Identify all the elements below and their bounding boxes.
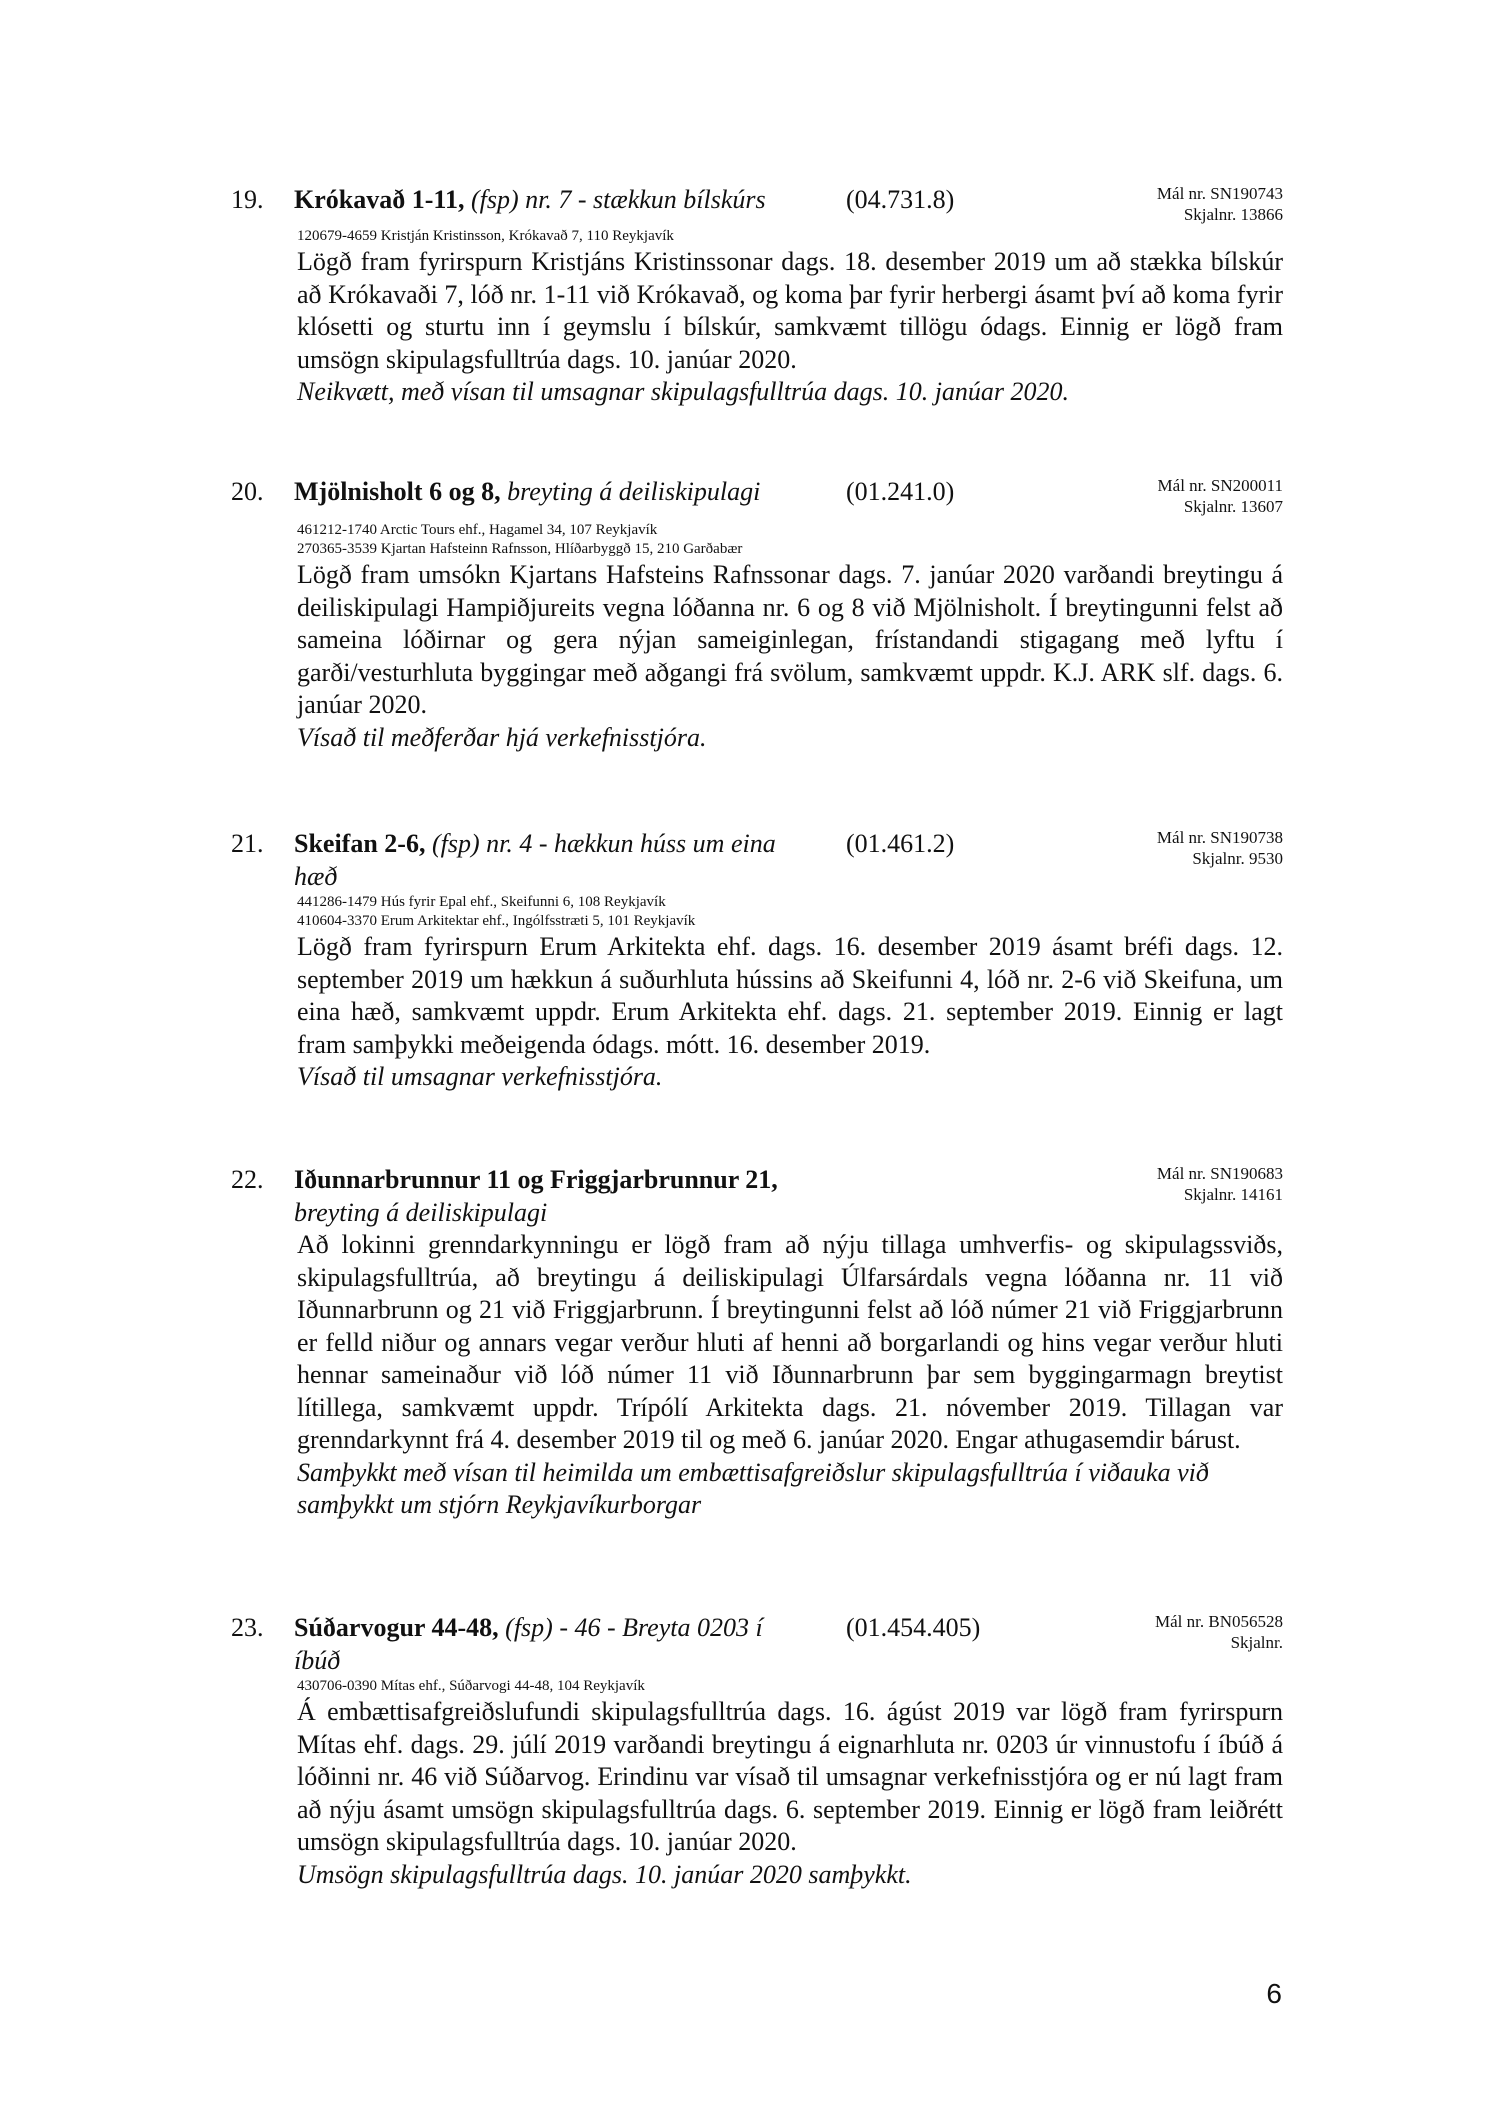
applicant: 410604-3370 Erum Arkitektar ehf., Ingólfsstræti 5, 101 Reykjavík [297,913,696,929]
item-title-italic: (fsp) nr. 4 - hækkun húss um eina hæð [294,829,776,891]
item-title [294,827,814,893]
item-number: 23. [231,1613,264,1642]
item-content [297,893,1283,1094]
item-reference [1155,1611,1283,1653]
skjal-number: Skjalnr. 9530 [1192,849,1283,868]
item-decision: Vísað til meðferðar hjá verkefnisstjóra. [297,722,707,752]
item-number: 19. [231,185,264,214]
item-body: Að lokinni grenndarkynningu er lögð fram að nýju tillaga umhverfis- og skipulagssviðs, skipulagsfulltrúa, að breytingu á deiliskipulagi Úlfarsárdals vegna lóðanna nr. 11 við Iðunnarbrunn og 21 við Friggjarbrunn. Í breytingunni felst að lóð númer 21 við Friggjarbrunn er felld niður og annars vegar verður hluti af henni að borgarlandi og hins vegar verður hluti hennar sameinaður við lóð númer 11 við Iðunnarbrunn þar sem byggingarmagn breytist lítillega, samkvæmt uppdr. Trípólí Arkitekta dags. 21. nóvember 2019. Tillagan var grenndarkynnt frá 4. desember 2019 til og með 6. janúar 2020. Engar athugasemdir bárust. [297,1230,1283,1454]
item-decision: Umsögn skipulagsfulltrúa dags. 10. janúar 2020 samþykkt. [297,1859,912,1889]
item-title-italic: breyting á deiliskipulagi [294,1198,548,1227]
skjal-number: Skjalnr. 13866 [1183,205,1283,224]
mal-number: Mál nr. SN190743 [1156,184,1283,203]
item-number: 20. [231,477,264,506]
item-title-italic: breyting á deiliskipulagi [507,477,761,506]
applicant: 120679-4659 Kristján Kristinsson, Krókavað 7, 110 Reykjavík [297,228,674,244]
item-body: Á embættisafgreiðslufundi skipulagsfulltrúa dags. 16. ágúst 2019 var lögð fram fyrirspurn Mítas ehf. dags. 29. júlí 2019 varðandi breytingu á eignarhluta nr. 0203 úr vinnustofu í íbúð á lóðinni nr. 46 við Súðarvog. Erindinu var vísað til umsagnar verkefnisstjóra og er nú lagt fram að nýju ásamt umsögn skipulagsfulltrúa dags. 6. september 2019. Einnig er lögð fram leiðrétt umsögn skipulagsfulltrúa dags. 10. janúar 2020. [297,1697,1283,1856]
item-number: 21. [231,829,264,858]
page-number: 6 [1266,1978,1282,2009]
item-title-bold: Mjölnisholt 6 og 8, [294,477,501,506]
item-title [294,475,854,508]
item-body: Lögð fram fyrirspurn Erum Arkitekta ehf. dags. 16. desember 2019 ásamt bréfi dags. 12. september 2019 um hækkun á suðurhluta hússins að Skeifunni 4, lóð nr. 2-6 við Skeifuna, um eina hæð, samkvæmt uppdr. Erum Arkitekta ehf. dags. 21. september 2019. Einnig er lagt fram samþykki meðeigenda ódags. mótt. 16. desember 2019. [297,932,1283,1059]
applicant: 441286-1479 Hús fyrir Epal ehf., Skeifunni 6, 108 Reykjavík [297,894,666,910]
item-content [297,1229,1283,1522]
applicant: 270365-3539 Kjartan Hafsteinn Rafnsson, Hlíðarbyggð 15, 210 Garðabær [297,541,743,557]
applicant: 461212-1740 Arctic Tours ehf., Hagamel 34, 107 Reykjavík [297,522,658,538]
skjal-number: Skjalnr. 13607 [1183,497,1283,516]
item-title-bold: Súðarvogur 44-48, [294,1613,499,1642]
item-code: (04.731.8) [846,185,955,214]
item-decision: Vísað til umsagnar verkefnisstjóra. [297,1062,663,1091]
item-reference [1158,475,1283,517]
item-number: 22. [231,1165,264,1194]
item-decision: Samþykkt með vísan til heimilda um embættisafgreiðslur skipulagsfulltrúa í viðauka við samþykkt um stjórn Reykjavíkurborgar [297,1457,1209,1519]
item-code: (01.241.0) [846,477,955,506]
item-content [297,1677,1283,1891]
item-title-bold: Krókavað 1-11, [294,185,465,214]
item-body: Lögð fram fyrirspurn Kristjáns Kristinssonar dags. 18. desember 2019 um að stækka bílskúr að Krókavaði 7, lóð nr. 1-11 við Krókavað, og koma þar fyrir herbergi ásamt því að koma fyrir klósetti og sturtu inn í geymslu í bílskúr, samkvæmt tillögu ódags. Einnig er lögð fram umsögn skipulagsfulltrúa dags. 10. janúar 2020. [297,247,1283,374]
mal-number: Mál nr. SN190683 [1156,1164,1283,1183]
item-title [294,183,854,216]
item-title-italic: (fsp) nr. 7 - stækkun bílskúrs [470,185,766,214]
item-title-bold: Iðunnarbrunnur 11 og Friggjarbrunnur 21, [294,1165,778,1194]
item-decision: Neikvætt, með vísan til umsagnar skipulagsfulltrúa dags. 10. janúar 2020. [297,377,1070,406]
mal-number: Mál nr. BN056528 [1155,1612,1283,1631]
item-code: (01.454.405) [846,1613,981,1642]
item-content [297,227,1283,409]
mal-number: Mál nr. SN200011 [1157,476,1283,495]
item-body: Lögð fram umsókn Kjartans Hafsteins Rafnssonar dags. 7. janúar 2020 varðandi breytingu á deiliskipulagi Hampiðjureits vegna lóðanna nr. 6 og 8 við Mjölnisholt. Í breytingunni felst að sameina lóðirnar og gera nýjan sameiginlegan, frístandandi stigagang með lyftu í garði/vesturhluta byggingar með aðgangi frá svölum, samkvæmt uppdr. K.J. ARK slf. dags. 6. janúar 2020. [297,560,1283,719]
mal-number: Mál nr. SN190738 [1156,828,1283,847]
item-reference [1157,1163,1283,1205]
item-content [297,521,1283,754]
item-title-italic: (fsp) - 46 - Breyta 0203 í íbúð [294,1613,763,1675]
item-code: (01.461.2) [846,829,955,858]
applicant: 430706-0390 Mítas ehf., Súðarvogi 44-48, 104 Reykjavík [297,1678,645,1694]
item-title [294,1163,794,1229]
item-reference [1157,183,1283,225]
item-title [294,1611,814,1677]
skjal-number: Skjalnr. [1230,1633,1283,1652]
item-reference [1157,827,1283,869]
skjal-number: Skjalnr. 14161 [1183,1185,1283,1204]
item-title-bold: Skeifan 2-6, [294,829,426,858]
